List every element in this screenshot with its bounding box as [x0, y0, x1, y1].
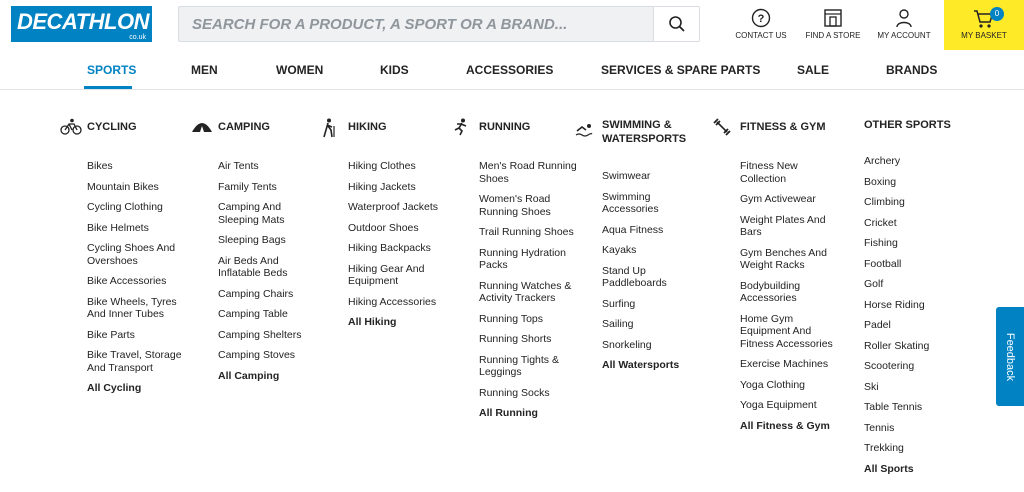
- nav-women[interactable]: WOMEN: [276, 63, 324, 77]
- menu-link[interactable]: Boxing: [864, 175, 897, 188]
- menu-link[interactable]: Fitness New Collection: [740, 160, 798, 185]
- menu-link[interactable]: Kayaks: [602, 244, 637, 256]
- menu-link[interactable]: Padel: [864, 319, 891, 331]
- tent-icon: [191, 118, 213, 139]
- menu-link[interactable]: Golf: [864, 278, 884, 290]
- my-account-link[interactable]: [872, 8, 936, 40]
- feedback-label: Feedback: [1004, 332, 1016, 382]
- menu-column-other-sports: [864, 118, 974, 132]
- user-icon: [894, 8, 914, 28]
- menu-link[interactable]: Horse Riding: [864, 298, 925, 311]
- menu-link-list: [87, 160, 187, 403]
- menu-link[interactable]: Weight Plates And Bars: [740, 213, 826, 238]
- menu-link[interactable]: Mountain Bikes: [87, 180, 159, 193]
- menu-link[interactable]: Yoga Clothing: [740, 378, 805, 391]
- menu-link[interactable]: Swimming Accessories: [602, 190, 659, 215]
- menu-link[interactable]: Waterproof Jackets: [348, 201, 439, 213]
- my-basket-label: MY BASKET: [961, 31, 1007, 40]
- nav-kids[interactable]: KIDS: [380, 63, 409, 77]
- menu-link[interactable]: Hiking Accessories: [348, 295, 437, 308]
- nav-brands[interactable]: BRANDS: [886, 63, 938, 77]
- menu-link[interactable]: Camping And Sleeping Mats: [218, 201, 285, 226]
- menu-link[interactable]: Sleeping Bags: [218, 234, 286, 246]
- menu-link[interactable]: Trail Running Shoes: [479, 226, 574, 238]
- search-input[interactable]: [179, 7, 655, 41]
- menu-all-link[interactable]: All Running: [479, 407, 538, 419]
- menu-link[interactable]: Bike Helmets: [87, 221, 149, 234]
- menu-column-camping: [218, 120, 318, 134]
- menu-link[interactable]: Roller Skating: [864, 339, 930, 352]
- logo-text: DECATHLON: [17, 9, 149, 34]
- menu-link-list: [218, 160, 318, 390]
- menu-link[interactable]: Running Tights & Leggings: [479, 353, 559, 378]
- menu-all-link[interactable]: All Watersports: [602, 359, 680, 371]
- menu-link[interactable]: Scootering: [864, 360, 915, 372]
- menu-column-title[interactable]: RUNNING: [479, 121, 531, 133]
- menu-link[interactable]: Camping Chairs: [218, 287, 294, 300]
- menu-all-link[interactable]: All Hiking: [348, 316, 397, 328]
- menu-link[interactable]: Gym Activewear: [740, 193, 816, 205]
- menu-link[interactable]: Table Tennis: [864, 401, 923, 413]
- menu-link[interactable]: Bodybuilding Accessories: [740, 279, 801, 304]
- menu-link-list: [602, 170, 702, 380]
- menu-column-swimming-watersports: [602, 118, 702, 146]
- menu-link[interactable]: Hiking Backpacks: [348, 242, 431, 254]
- menu-column-fitness-gym: [740, 120, 840, 134]
- swimmer-icon: [575, 122, 593, 143]
- store-icon: [823, 8, 843, 28]
- menu-link[interactable]: Air Tents: [218, 160, 259, 172]
- menu-link[interactable]: Hiking Gear And Equipment: [348, 262, 425, 287]
- menu-column-title[interactable]: OTHER SPORTS: [864, 119, 951, 131]
- menu-link-list: [479, 160, 579, 428]
- menu-link[interactable]: Camping Table: [218, 308, 288, 320]
- hiker-icon: [321, 118, 337, 143]
- menu-link[interactable]: Bikes: [87, 160, 113, 172]
- menu-link[interactable]: Ski: [864, 380, 879, 393]
- menu-link-list: [348, 160, 448, 337]
- menu-link[interactable]: Camping Shelters: [218, 328, 302, 341]
- my-basket-button[interactable]: [944, 0, 1024, 50]
- menu-link[interactable]: Hiking Jackets: [348, 180, 416, 193]
- menu-link[interactable]: Gym Benches And Weight Racks: [740, 246, 827, 271]
- menu-column-title[interactable]: HIKING: [348, 121, 387, 133]
- find-a-store-link[interactable]: [801, 8, 865, 40]
- menu-link[interactable]: Bike Travel, Storage And Transport: [87, 349, 182, 374]
- nav-sports[interactable]: SPORTS: [87, 63, 137, 77]
- menu-link[interactable]: Sailing: [602, 318, 634, 330]
- search-bar: [178, 6, 700, 42]
- menu-column-hiking: [348, 120, 448, 134]
- feedback-tab[interactable]: [996, 307, 1024, 406]
- menu-column-title[interactable]: CYCLING: [87, 121, 137, 133]
- menu-link[interactable]: Bike Parts: [87, 328, 135, 341]
- menu-link-list: [864, 155, 974, 483]
- menu-link[interactable]: Bike Accessories: [87, 275, 167, 287]
- menu-link[interactable]: Outdoor Shoes: [348, 221, 419, 234]
- search-button[interactable]: [653, 7, 699, 41]
- menu-link-list: [740, 160, 840, 440]
- menu-link[interactable]: Bike Wheels, Tyres And Inner Tubes: [87, 295, 177, 320]
- find-a-store-label: FIND A STORE: [805, 31, 861, 40]
- menu-link[interactable]: Running Shorts: [479, 333, 552, 345]
- menu-link[interactable]: Stand Up Paddleboards: [602, 264, 667, 289]
- menu-link[interactable]: Running Hydration Packs: [479, 246, 566, 271]
- question-circle-icon: [751, 8, 771, 28]
- fitness-icon: [713, 118, 731, 141]
- menu-all-link[interactable]: All Fitness & Gym: [740, 419, 830, 432]
- decathlon-logo[interactable]: [11, 6, 152, 42]
- menu-link[interactable]: Aqua Fitness: [602, 223, 664, 236]
- menu-all-link[interactable]: All Sports: [864, 462, 914, 475]
- menu-link[interactable]: Women's Road Running Shoes: [479, 193, 551, 218]
- svg-text:?: ?: [757, 13, 765, 25]
- search-icon: [668, 15, 686, 33]
- cycling-icon: [60, 118, 82, 141]
- menu-link[interactable]: Family Tents: [218, 180, 277, 193]
- menu-link[interactable]: Cycling Clothing: [87, 201, 163, 213]
- menu-column-cycling: [87, 120, 187, 134]
- menu-all-link[interactable]: All Cycling: [87, 382, 142, 394]
- site-header: [0, 0, 1024, 50]
- nav-accessories[interactable]: ACCESSORIES: [466, 63, 554, 77]
- menu-all-link[interactable]: All Camping: [218, 369, 280, 382]
- contact-us-label: CONTACT US: [735, 31, 787, 40]
- menu-link[interactable]: Archery: [864, 155, 901, 167]
- my-account-label: MY ACCOUNT: [877, 31, 931, 40]
- menu-link[interactable]: Camping Stoves: [218, 349, 296, 361]
- runner-icon: [452, 118, 470, 141]
- menu-link[interactable]: Yoga Equipment: [740, 399, 817, 411]
- menu-column-title[interactable]: SWIMMING & WATERSPORTS: [602, 119, 687, 145]
- menu-link[interactable]: Men's Road Running Shoes: [479, 160, 577, 185]
- contact-us-link[interactable]: [729, 8, 793, 40]
- nav-men[interactable]: MEN: [191, 63, 218, 77]
- menu-link[interactable]: Swimwear: [602, 170, 651, 182]
- active-tab-indicator: [84, 86, 132, 89]
- menu-link[interactable]: Climbing: [864, 196, 905, 208]
- basket-count-badge: 0: [990, 7, 1004, 21]
- menu-link[interactable]: Football: [864, 257, 902, 270]
- menu-column-title[interactable]: CAMPING: [218, 121, 270, 133]
- menu-link[interactable]: Exercise Machines: [740, 358, 829, 370]
- menu-link[interactable]: Surfing: [602, 297, 636, 310]
- menu-link[interactable]: Fishing: [864, 237, 898, 249]
- menu-column-running: [479, 120, 579, 134]
- menu-link[interactable]: Air Beds And Inflatable Beds: [218, 254, 288, 279]
- menu-column-title[interactable]: FITNESS & GYM: [740, 121, 826, 133]
- menu-link[interactable]: Hiking Clothes: [348, 160, 416, 172]
- logo-domain: co.uk: [129, 34, 146, 41]
- menu-link[interactable]: Tennis: [864, 421, 895, 434]
- menu-link[interactable]: Cycling Shoes And Overshoes: [87, 242, 176, 267]
- menu-link[interactable]: Running Watches & Activity Trackers: [479, 279, 572, 304]
- menu-link[interactable]: Home Gym Equipment And Fitness Accessories: [740, 312, 833, 350]
- nav-services-spare-parts[interactable]: SERVICES & SPARE PARTS: [601, 63, 761, 77]
- menu-link[interactable]: Snorkeling: [602, 338, 652, 351]
- menu-link[interactable]: Cricket: [864, 216, 897, 229]
- menu-link[interactable]: Running Socks: [479, 386, 550, 399]
- menu-link[interactable]: Trekking: [864, 442, 904, 454]
- main-nav: [0, 50, 1024, 90]
- menu-link[interactable]: Running Tops: [479, 312, 544, 325]
- nav-sale[interactable]: SALE: [797, 63, 830, 77]
